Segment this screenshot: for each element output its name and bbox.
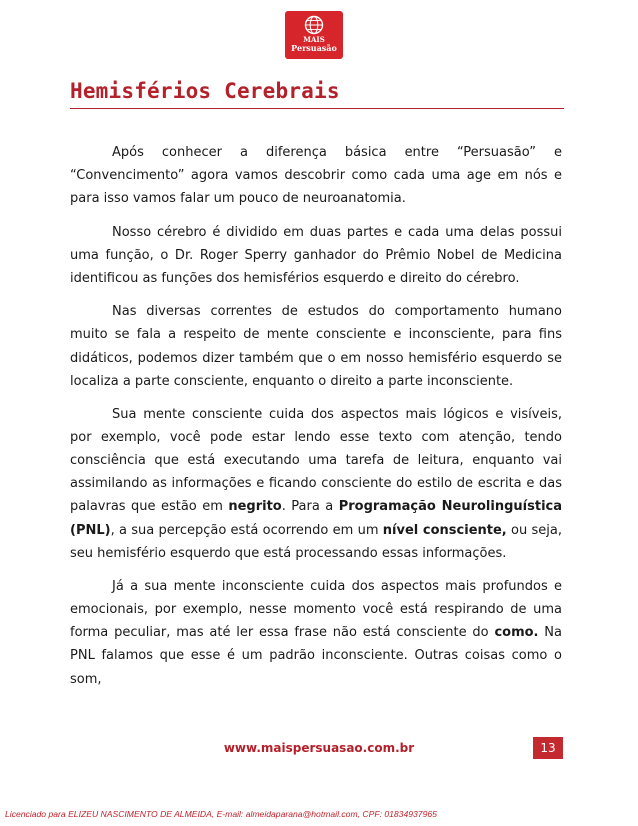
- title-divider: [70, 108, 564, 109]
- bold-text: como.: [494, 625, 539, 641]
- license-notice: Licenciado para ELIZEU NASCIMENTO DE ALMEIDA, E-mail: almeidaparana@hotmail.com, CPF: 01834937965: [5, 809, 437, 819]
- text-run: Sua mente consciente cuida dos aspectos mais lógicos e visíveis, por exemplo, você pode estar lendo esse texto com atenção, tendo consciência que está executando uma tarefa de leitura, enquanto vai assimilando as informações e ficando consciente do estilo de escrita e das palavras que estão em: [70, 407, 562, 515]
- bold-text: nível consciente,: [382, 522, 507, 538]
- page-title: Hemisférios Cerebrais: [70, 79, 340, 103]
- globe-icon: [304, 15, 324, 35]
- text-run: ou seja, seu hemisfério esquerdo que está processando essas informações.: [70, 522, 562, 561]
- bold-text: negrito: [228, 499, 282, 515]
- text-run: Já a sua mente inconsciente cuida dos aspectos mais profundos e emocionais, por exemplo, nesse momento você está respirando de uma forma peculiar, mas até ler essa frase não está consciente do: [70, 579, 562, 641]
- paragraph: [70, 300, 562, 392]
- footer-url: www.maispersuasao.com.br: [223, 741, 415, 755]
- paragraph: [70, 575, 562, 690]
- bold-text: Programação Neurolinguística (PNL): [70, 499, 562, 538]
- text-run: . Para a: [281, 499, 339, 515]
- paragraph: [70, 221, 562, 290]
- text-run: Nosso cérebro é dividido em duas partes e cada uma delas possui uma função, o Dr. Roger Sperry ganhador do Prêmio Nobel de Medicina identificou as funções dos hemisférios esquerdo e direito do cérebro.: [70, 224, 562, 286]
- text-run: Após conhecer a diferença básica entre “Persuasão” e “Convencimento” agora vamos descobrir como cada uma age em nós e para isso vamos falar um pouco de neuroanatomia.: [70, 145, 562, 207]
- body-text: [70, 141, 562, 701]
- page-number: 13: [533, 737, 563, 759]
- brand-logo: [285, 11, 343, 59]
- logo-text-bottom: Persuasão: [291, 43, 337, 53]
- paragraph: [70, 403, 562, 565]
- text-run: Na PNL falamos que esse é um padrão inconsciente. Outras coisas como o som,: [70, 625, 562, 687]
- text-run: Nas diversas correntes de estudos do comportamento humano muito se fala a respeito de mente consciente e inconsciente, para fins didáticos, podemos dizer também que o em nosso hemisfério esquerdo se localiza a parte consciente, enquanto o direito a parte inconsciente.: [70, 304, 562, 389]
- text-run: , a sua percepção está ocorrendo em um: [110, 522, 383, 538]
- logo-text-top: MAIS: [303, 35, 325, 44]
- paragraph: [70, 141, 562, 210]
